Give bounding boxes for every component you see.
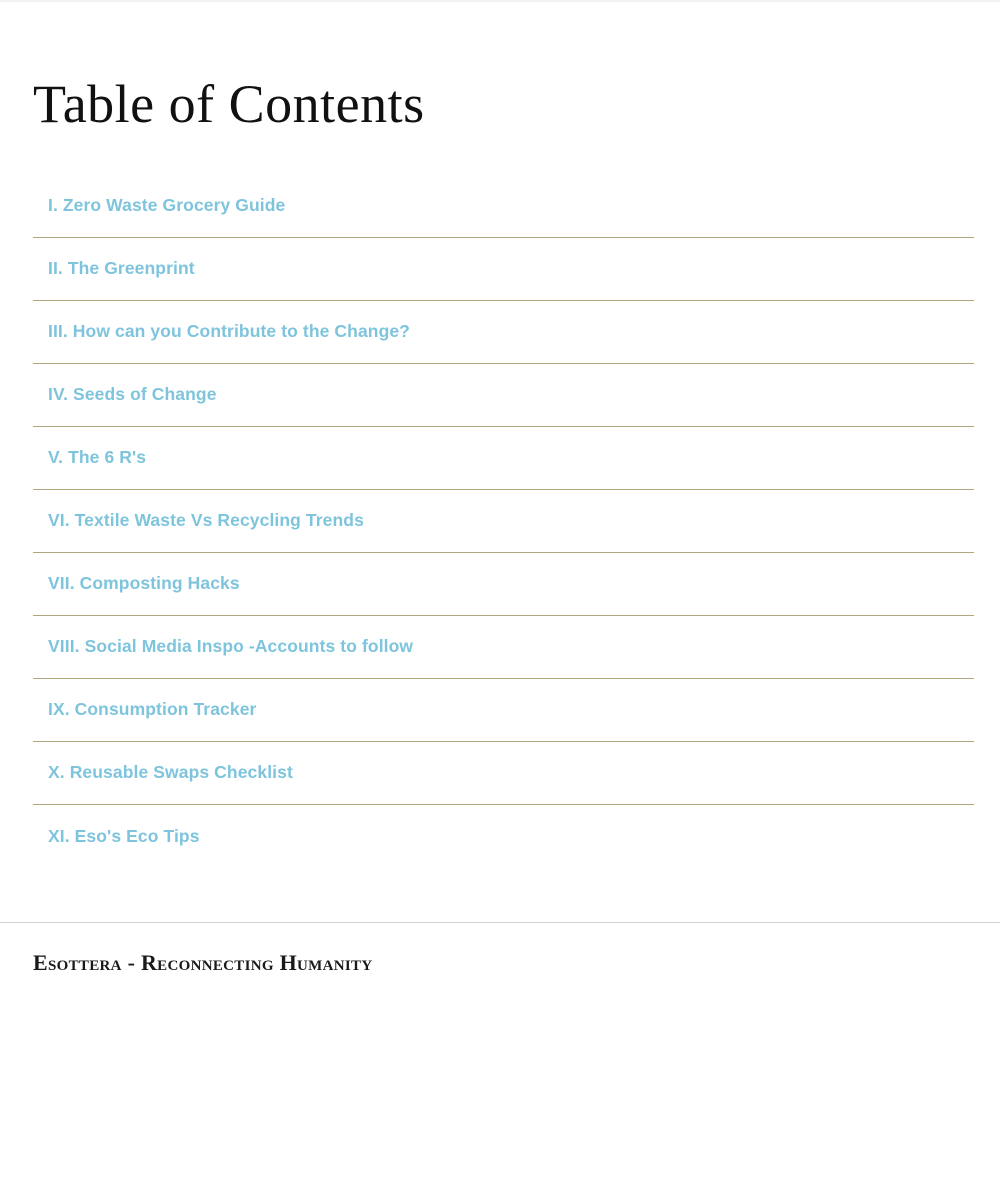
footer-divider <box>0 922 1000 923</box>
toc-entry[interactable] <box>33 805 974 868</box>
toc-entry-label: IX. Consumption Tracker <box>48 699 257 720</box>
toc-entry[interactable] <box>33 238 974 301</box>
toc-entry-label: I. Zero Waste Grocery Guide <box>48 195 286 216</box>
table-of-contents-list <box>33 175 974 868</box>
toc-entry-label-emphasis: Accounts to follow <box>254 636 414 657</box>
toc-entry-label: IV. Seeds of Change <box>48 384 217 405</box>
toc-entry[interactable] <box>33 553 974 616</box>
toc-entry[interactable] <box>33 175 974 238</box>
top-divider <box>0 0 1000 2</box>
toc-entry[interactable] <box>33 364 974 427</box>
toc-entry[interactable] <box>33 679 974 742</box>
toc-entry-label: XI. Eso's Eco Tips <box>48 825 200 846</box>
page-title: Table of Contents <box>33 74 425 134</box>
toc-entry[interactable] <box>33 616 974 679</box>
toc-entry-label: VIII. Social Media Inspo - <box>48 636 255 657</box>
toc-entry[interactable] <box>33 301 974 364</box>
toc-entry[interactable] <box>33 742 974 805</box>
toc-entry-label: VII. Composting Hacks <box>48 573 240 594</box>
toc-entry[interactable] <box>33 427 974 490</box>
toc-entry-label: X. Reusable Swaps Checklist <box>48 762 293 783</box>
toc-entry[interactable] <box>33 490 974 553</box>
toc-entry-label: II. The Greenprint <box>48 258 195 279</box>
footer-brand: Esottera - Reconnecting Humanity <box>33 950 373 975</box>
toc-entry-label: III. How can you Contribute to the Change? <box>48 321 410 342</box>
toc-entry-label: VI. Textile Waste Vs Recycling Trends <box>48 510 364 531</box>
toc-entry-label: V. The 6 R's <box>48 447 147 468</box>
